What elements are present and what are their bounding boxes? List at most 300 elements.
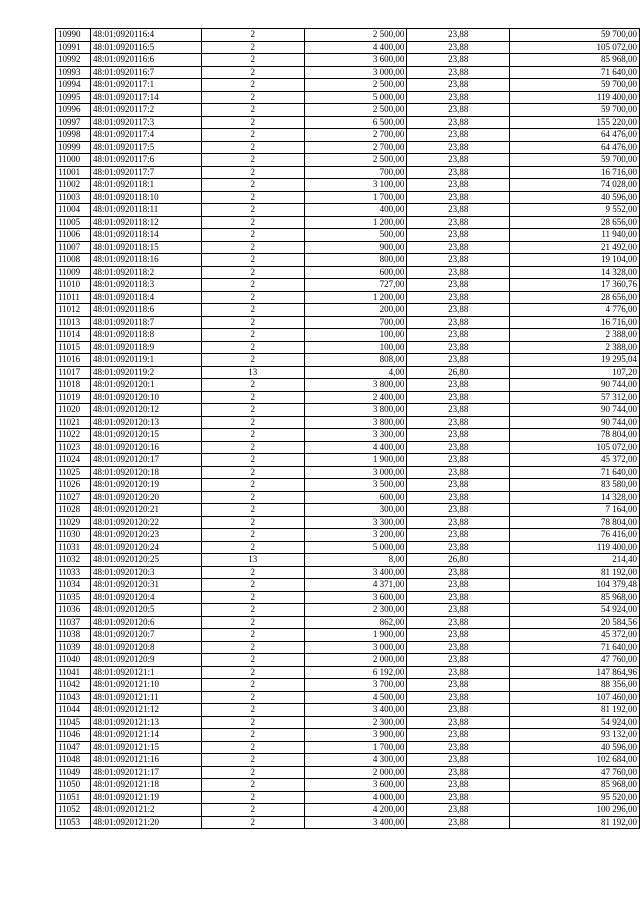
row-number-cell: 11036 xyxy=(56,604,91,617)
cadastral-value-cell: 47 760,00 xyxy=(510,654,640,667)
area-cell: 2 500,00 xyxy=(304,154,407,167)
group-code-cell: 2 xyxy=(201,341,304,354)
group-code-cell: 2 xyxy=(201,254,304,267)
area-cell: 4 300,00 xyxy=(304,754,407,767)
specific-value-cell: 23,88 xyxy=(407,166,510,179)
table-row xyxy=(56,541,640,554)
cadastral-number-cell: 48:01:0920120:20 xyxy=(90,491,201,504)
table-row xyxy=(56,466,640,479)
table-row xyxy=(56,129,640,142)
cadastral-value-cell: 45 372,00 xyxy=(510,454,640,467)
row-number-cell: 11016 xyxy=(56,354,91,367)
row-number-cell: 11042 xyxy=(56,679,91,692)
cadastral-value-cell: 7 164,00 xyxy=(510,504,640,517)
row-number-cell: 11047 xyxy=(56,741,91,754)
cadastral-number-cell: 48:01:0920117:14 xyxy=(90,91,201,104)
cadastral-value-cell: 76 416,00 xyxy=(510,529,640,542)
group-code-cell: 2 xyxy=(201,166,304,179)
area-cell: 2 000,00 xyxy=(304,654,407,667)
specific-value-cell: 23,88 xyxy=(407,391,510,404)
group-code-cell: 2 xyxy=(201,291,304,304)
group-code-cell: 2 xyxy=(201,616,304,629)
table-row xyxy=(56,291,640,304)
cadastral-number-cell: 48:01:0920117:5 xyxy=(90,141,201,154)
cadastral-value-cell: 14 328,00 xyxy=(510,266,640,279)
table-row xyxy=(56,804,640,817)
group-code-cell: 2 xyxy=(201,329,304,342)
specific-value-cell: 23,88 xyxy=(407,729,510,742)
group-code-cell: 2 xyxy=(201,116,304,129)
specific-value-cell: 23,88 xyxy=(407,404,510,417)
cadastral-number-cell: 48:01:0920120:22 xyxy=(90,516,201,529)
cadastral-number-cell: 48:01:0920121:14 xyxy=(90,729,201,742)
cadastral-number-cell: 48:01:0920121:10 xyxy=(90,679,201,692)
specific-value-cell: 23,88 xyxy=(407,454,510,467)
table-row xyxy=(56,266,640,279)
group-code-cell: 2 xyxy=(201,204,304,217)
cadastral-value-cell: 147 864,96 xyxy=(510,666,640,679)
cadastral-number-cell: 48:01:0920120:25 xyxy=(90,554,201,567)
group-code-cell: 2 xyxy=(201,729,304,742)
table-row xyxy=(56,554,640,567)
table-row xyxy=(56,366,640,379)
cadastral-value-cell: 19 295,04 xyxy=(510,354,640,367)
specific-value-cell: 23,88 xyxy=(407,604,510,617)
area-cell: 3 700,00 xyxy=(304,679,407,692)
cadastral-number-cell: 48:01:0920121:18 xyxy=(90,779,201,792)
group-code-cell: 2 xyxy=(201,379,304,392)
table-row xyxy=(56,416,640,429)
cadastral-value-cell: 78 804,00 xyxy=(510,429,640,442)
cadastral-value-cell: 107,20 xyxy=(510,366,640,379)
cadastral-number-cell: 48:01:0920118:2 xyxy=(90,266,201,279)
area-cell: 4 500,00 xyxy=(304,691,407,704)
cadastral-value-cell: 78 804,00 xyxy=(510,516,640,529)
table-row xyxy=(56,741,640,754)
table-row xyxy=(56,516,640,529)
cadastral-number-cell: 48:01:0920120:17 xyxy=(90,454,201,467)
group-code-cell: 2 xyxy=(201,354,304,367)
table-row xyxy=(56,704,640,717)
group-code-cell: 2 xyxy=(201,41,304,54)
table-row xyxy=(56,179,640,192)
cadastral-value-cell: 17 360,76 xyxy=(510,279,640,292)
group-code-cell: 2 xyxy=(201,504,304,517)
cadastral-value-cell: 81 192,00 xyxy=(510,704,640,717)
area-cell: 3 600,00 xyxy=(304,779,407,792)
table-row xyxy=(56,91,640,104)
table-row xyxy=(56,116,640,129)
cadastral-value-cell: 64 476,00 xyxy=(510,129,640,142)
specific-value-cell: 23,88 xyxy=(407,216,510,229)
area-cell: 2 300,00 xyxy=(304,604,407,617)
group-code-cell: 2 xyxy=(201,804,304,817)
specific-value-cell: 23,88 xyxy=(407,241,510,254)
specific-value-cell: 23,88 xyxy=(407,666,510,679)
row-number-cell: 11009 xyxy=(56,266,91,279)
row-number-cell: 11045 xyxy=(56,716,91,729)
group-code-cell: 13 xyxy=(201,366,304,379)
cadastral-value-cell: 95 520,00 xyxy=(510,791,640,804)
group-code-cell: 2 xyxy=(201,441,304,454)
area-cell: 5 000,00 xyxy=(304,541,407,554)
area-cell: 3 200,00 xyxy=(304,529,407,542)
table-row xyxy=(56,529,640,542)
row-number-cell: 11018 xyxy=(56,379,91,392)
row-number-cell: 10993 xyxy=(56,66,91,79)
cadastral-number-cell: 48:01:0920120:4 xyxy=(90,591,201,604)
row-number-cell: 11023 xyxy=(56,441,91,454)
row-number-cell: 10990 xyxy=(56,29,91,42)
cadastral-number-cell: 48:01:0920120:31 xyxy=(90,579,201,592)
row-number-cell: 11043 xyxy=(56,691,91,704)
cadastral-number-cell: 48:01:0920121:2 xyxy=(90,804,201,817)
cadastral-value-cell: 40 596,00 xyxy=(510,191,640,204)
row-number-cell: 10995 xyxy=(56,91,91,104)
row-number-cell: 10991 xyxy=(56,41,91,54)
specific-value-cell: 23,88 xyxy=(407,179,510,192)
group-code-cell: 2 xyxy=(201,754,304,767)
row-number-cell: 11026 xyxy=(56,479,91,492)
cadastral-value-cell: 102 684,00 xyxy=(510,754,640,767)
area-cell: 8,00 xyxy=(304,554,407,567)
specific-value-cell: 23,88 xyxy=(407,329,510,342)
area-cell: 3 000,00 xyxy=(304,641,407,654)
table-row xyxy=(56,579,640,592)
cadastral-number-cell: 48:01:0920118:14 xyxy=(90,229,201,242)
cadastral-number-cell: 48:01:0920118:4 xyxy=(90,291,201,304)
row-number-cell: 11005 xyxy=(56,216,91,229)
specific-value-cell: 23,88 xyxy=(407,566,510,579)
area-cell: 4,00 xyxy=(304,366,407,379)
area-cell: 5 000,00 xyxy=(304,91,407,104)
cadastral-number-cell: 48:01:0920120:7 xyxy=(90,629,201,642)
group-code-cell: 2 xyxy=(201,604,304,617)
row-number-cell: 11053 xyxy=(56,816,91,829)
table-row xyxy=(56,641,640,654)
specific-value-cell: 23,88 xyxy=(407,291,510,304)
row-number-cell: 11017 xyxy=(56,366,91,379)
specific-value-cell: 23,88 xyxy=(407,716,510,729)
row-number-cell: 11052 xyxy=(56,804,91,817)
area-cell: 3 500,00 xyxy=(304,479,407,492)
group-code-cell: 2 xyxy=(201,666,304,679)
specific-value-cell: 23,88 xyxy=(407,654,510,667)
table-row xyxy=(56,654,640,667)
area-cell: 3 400,00 xyxy=(304,816,407,829)
table-row xyxy=(56,154,640,167)
cadastral-number-cell: 48:01:0920120:9 xyxy=(90,654,201,667)
specific-value-cell: 23,88 xyxy=(407,504,510,517)
cadastral-number-cell: 48:01:0920116:4 xyxy=(90,29,201,42)
cadastral-value-cell: 28 656,00 xyxy=(510,216,640,229)
cadastral-value-cell: 59 700,00 xyxy=(510,154,640,167)
specific-value-cell: 23,88 xyxy=(407,204,510,217)
group-code-cell: 2 xyxy=(201,279,304,292)
cadastral-value-cell: 16 716,00 xyxy=(510,166,640,179)
cadastral-value-cell: 90 744,00 xyxy=(510,379,640,392)
cadastral-number-cell: 48:01:0920119:2 xyxy=(90,366,201,379)
area-cell: 1 200,00 xyxy=(304,291,407,304)
group-code-cell: 2 xyxy=(201,141,304,154)
area-cell: 3 600,00 xyxy=(304,591,407,604)
cadastral-number-cell: 48:01:0920121:19 xyxy=(90,791,201,804)
group-code-cell: 2 xyxy=(201,766,304,779)
area-cell: 4 371,00 xyxy=(304,579,407,592)
specific-value-cell: 23,88 xyxy=(407,629,510,642)
area-cell: 1 700,00 xyxy=(304,191,407,204)
specific-value-cell: 23,88 xyxy=(407,229,510,242)
specific-value-cell: 23,88 xyxy=(407,691,510,704)
cadastral-value-cell: 85 968,00 xyxy=(510,591,640,604)
row-number-cell: 11012 xyxy=(56,304,91,317)
row-number-cell: 11039 xyxy=(56,641,91,654)
row-number-cell: 11001 xyxy=(56,166,91,179)
cadastral-number-cell: 48:01:0920121:11 xyxy=(90,691,201,704)
table-row xyxy=(56,216,640,229)
table-row xyxy=(56,329,640,342)
cadastral-number-cell: 48:01:0920118:6 xyxy=(90,304,201,317)
row-number-cell: 11021 xyxy=(56,416,91,429)
row-number-cell: 11034 xyxy=(56,579,91,592)
cadastral-number-cell: 48:01:0920121:17 xyxy=(90,766,201,779)
group-code-cell: 2 xyxy=(201,266,304,279)
row-number-cell: 10996 xyxy=(56,104,91,117)
row-number-cell: 11040 xyxy=(56,654,91,667)
table-row xyxy=(56,404,640,417)
cadastral-value-cell: 20 584,56 xyxy=(510,616,640,629)
group-code-cell: 2 xyxy=(201,491,304,504)
cadastral-value-cell: 11 940,00 xyxy=(510,229,640,242)
area-cell: 3 100,00 xyxy=(304,179,407,192)
row-number-cell: 10998 xyxy=(56,129,91,142)
cadastral-value-cell: 81 192,00 xyxy=(510,566,640,579)
specific-value-cell: 23,88 xyxy=(407,441,510,454)
specific-value-cell: 23,88 xyxy=(407,591,510,604)
cadastral-value-cell: 59 700,00 xyxy=(510,104,640,117)
specific-value-cell: 23,88 xyxy=(407,91,510,104)
area-cell: 1 700,00 xyxy=(304,741,407,754)
cadastral-number-cell: 48:01:0920120:3 xyxy=(90,566,201,579)
table-body xyxy=(56,29,640,829)
specific-value-cell: 23,88 xyxy=(407,54,510,67)
specific-value-cell: 23,88 xyxy=(407,304,510,317)
cadastral-value-cell: 59 700,00 xyxy=(510,79,640,92)
area-cell: 6 500,00 xyxy=(304,116,407,129)
area-cell: 2 700,00 xyxy=(304,141,407,154)
table-row xyxy=(56,441,640,454)
table-row xyxy=(56,616,640,629)
cadastral-value-cell: 4 776,00 xyxy=(510,304,640,317)
cadastral-value-cell: 71 640,00 xyxy=(510,466,640,479)
cadastral-value-cell: 105 072,00 xyxy=(510,41,640,54)
cadastral-number-cell: 48:01:0920120:1 xyxy=(90,379,201,392)
group-code-cell: 2 xyxy=(201,104,304,117)
group-code-cell: 2 xyxy=(201,416,304,429)
table-row xyxy=(56,479,640,492)
area-cell: 2 000,00 xyxy=(304,766,407,779)
row-number-cell: 11008 xyxy=(56,254,91,267)
area-cell: 600,00 xyxy=(304,266,407,279)
area-cell: 6 192,00 xyxy=(304,666,407,679)
group-code-cell: 2 xyxy=(201,479,304,492)
area-cell: 2 500,00 xyxy=(304,104,407,117)
group-code-cell: 2 xyxy=(201,704,304,717)
row-number-cell: 11010 xyxy=(56,279,91,292)
area-cell: 2 400,00 xyxy=(304,391,407,404)
table-row xyxy=(56,729,640,742)
cadastral-value-cell: 107 460,00 xyxy=(510,691,640,704)
cadastral-number-cell: 48:01:0920116:7 xyxy=(90,66,201,79)
area-cell: 1 900,00 xyxy=(304,629,407,642)
area-cell: 2 500,00 xyxy=(304,29,407,42)
area-cell: 3 400,00 xyxy=(304,566,407,579)
row-number-cell: 11044 xyxy=(56,704,91,717)
group-code-cell: 2 xyxy=(201,191,304,204)
table-row xyxy=(56,691,640,704)
specific-value-cell: 23,88 xyxy=(407,541,510,554)
area-cell: 727,00 xyxy=(304,279,407,292)
group-code-cell: 2 xyxy=(201,541,304,554)
area-cell: 200,00 xyxy=(304,304,407,317)
cadastral-value-cell: 119 400,00 xyxy=(510,91,640,104)
specific-value-cell: 23,88 xyxy=(407,754,510,767)
group-code-cell: 2 xyxy=(201,654,304,667)
table-row xyxy=(56,379,640,392)
table-row xyxy=(56,341,640,354)
cadastral-number-cell: 48:01:0920118:7 xyxy=(90,316,201,329)
area-cell: 3 900,00 xyxy=(304,729,407,742)
group-code-cell: 2 xyxy=(201,129,304,142)
group-code-cell: 2 xyxy=(201,216,304,229)
cadastral-value-cell: 74 028,00 xyxy=(510,179,640,192)
area-cell: 3 400,00 xyxy=(304,704,407,717)
specific-value-cell: 23,88 xyxy=(407,191,510,204)
cadastral-value-cell: 45 372,00 xyxy=(510,629,640,642)
group-code-cell: 2 xyxy=(201,516,304,529)
group-code-cell: 2 xyxy=(201,466,304,479)
row-number-cell: 11002 xyxy=(56,179,91,192)
cadastral-value-cell: 85 968,00 xyxy=(510,779,640,792)
row-number-cell: 11046 xyxy=(56,729,91,742)
cadastral-value-cell: 40 596,00 xyxy=(510,741,640,754)
specific-value-cell: 23,88 xyxy=(407,741,510,754)
area-cell: 3 300,00 xyxy=(304,429,407,442)
specific-value-cell: 23,88 xyxy=(407,116,510,129)
group-code-cell: 2 xyxy=(201,816,304,829)
specific-value-cell: 23,88 xyxy=(407,529,510,542)
area-cell: 600,00 xyxy=(304,491,407,504)
row-number-cell: 11006 xyxy=(56,229,91,242)
cadastral-number-cell: 48:01:0920120:23 xyxy=(90,529,201,542)
table-row xyxy=(56,279,640,292)
specific-value-cell: 23,88 xyxy=(407,704,510,717)
group-code-cell: 2 xyxy=(201,691,304,704)
group-code-cell: 2 xyxy=(201,54,304,67)
cadastral-value-cell: 90 744,00 xyxy=(510,404,640,417)
specific-value-cell: 23,88 xyxy=(407,279,510,292)
group-code-cell: 2 xyxy=(201,429,304,442)
specific-value-cell: 23,88 xyxy=(407,804,510,817)
cadastral-number-cell: 48:01:0920118:10 xyxy=(90,191,201,204)
table-row xyxy=(56,816,640,829)
cadastral-number-cell: 48:01:0920121:13 xyxy=(90,716,201,729)
row-number-cell: 11029 xyxy=(56,516,91,529)
cadastral-number-cell: 48:01:0920120:8 xyxy=(90,641,201,654)
area-cell: 808,00 xyxy=(304,354,407,367)
table-row xyxy=(56,779,640,792)
cadastral-number-cell: 48:01:0920120:10 xyxy=(90,391,201,404)
cadastral-number-cell: 48:01:0920121:12 xyxy=(90,704,201,717)
table-row xyxy=(56,766,640,779)
cadastral-number-cell: 48:01:0920121:15 xyxy=(90,741,201,754)
table-row xyxy=(56,791,640,804)
specific-value-cell: 23,88 xyxy=(407,779,510,792)
cadastral-number-cell: 48:01:0920118:11 xyxy=(90,204,201,217)
table-row xyxy=(56,604,640,617)
cadastral-value-cell: 47 760,00 xyxy=(510,766,640,779)
row-number-cell: 10997 xyxy=(56,116,91,129)
group-code-cell: 2 xyxy=(201,179,304,192)
specific-value-cell: 23,88 xyxy=(407,616,510,629)
cadastral-number-cell: 48:01:0920118:9 xyxy=(90,341,201,354)
cadastral-value-cell: 21 492,00 xyxy=(510,241,640,254)
specific-value-cell: 23,88 xyxy=(407,641,510,654)
cadastral-number-cell: 48:01:0920117:1 xyxy=(90,79,201,92)
row-number-cell: 11037 xyxy=(56,616,91,629)
table-row xyxy=(56,229,640,242)
specific-value-cell: 23,88 xyxy=(407,679,510,692)
table-row xyxy=(56,29,640,42)
table-row xyxy=(56,204,640,217)
group-code-cell: 2 xyxy=(201,391,304,404)
cadastral-value-cell: 104 379,48 xyxy=(510,579,640,592)
specific-value-cell: 23,88 xyxy=(407,379,510,392)
row-number-cell: 10999 xyxy=(56,141,91,154)
cadastral-number-cell: 48:01:0920117:3 xyxy=(90,116,201,129)
row-number-cell: 11013 xyxy=(56,316,91,329)
cadastral-number-cell: 48:01:0920118:16 xyxy=(90,254,201,267)
specific-value-cell: 23,88 xyxy=(407,66,510,79)
area-cell: 2 300,00 xyxy=(304,716,407,729)
specific-value-cell: 23,88 xyxy=(407,466,510,479)
row-number-cell: 11049 xyxy=(56,766,91,779)
area-cell: 100,00 xyxy=(304,341,407,354)
area-cell: 1 200,00 xyxy=(304,216,407,229)
table-row xyxy=(56,629,640,642)
area-cell: 3 800,00 xyxy=(304,416,407,429)
row-number-cell: 11011 xyxy=(56,291,91,304)
row-number-cell: 11019 xyxy=(56,391,91,404)
specific-value-cell: 23,88 xyxy=(407,416,510,429)
group-code-cell: 2 xyxy=(201,241,304,254)
cadastral-number-cell: 48:01:0920119:1 xyxy=(90,354,201,367)
table-row xyxy=(56,66,640,79)
group-code-cell: 2 xyxy=(201,66,304,79)
table-row xyxy=(56,191,640,204)
cadastral-value-cell: 57 312,00 xyxy=(510,391,640,404)
row-number-cell: 11048 xyxy=(56,754,91,767)
group-code-cell: 2 xyxy=(201,641,304,654)
cadastral-value-cell: 71 640,00 xyxy=(510,641,640,654)
row-number-cell: 11024 xyxy=(56,454,91,467)
area-cell: 4 400,00 xyxy=(304,41,407,54)
area-cell: 3 300,00 xyxy=(304,516,407,529)
area-cell: 3 800,00 xyxy=(304,404,407,417)
area-cell: 400,00 xyxy=(304,204,407,217)
cadastral-number-cell: 48:01:0920120:5 xyxy=(90,604,201,617)
cadastral-value-cell: 214,40 xyxy=(510,554,640,567)
